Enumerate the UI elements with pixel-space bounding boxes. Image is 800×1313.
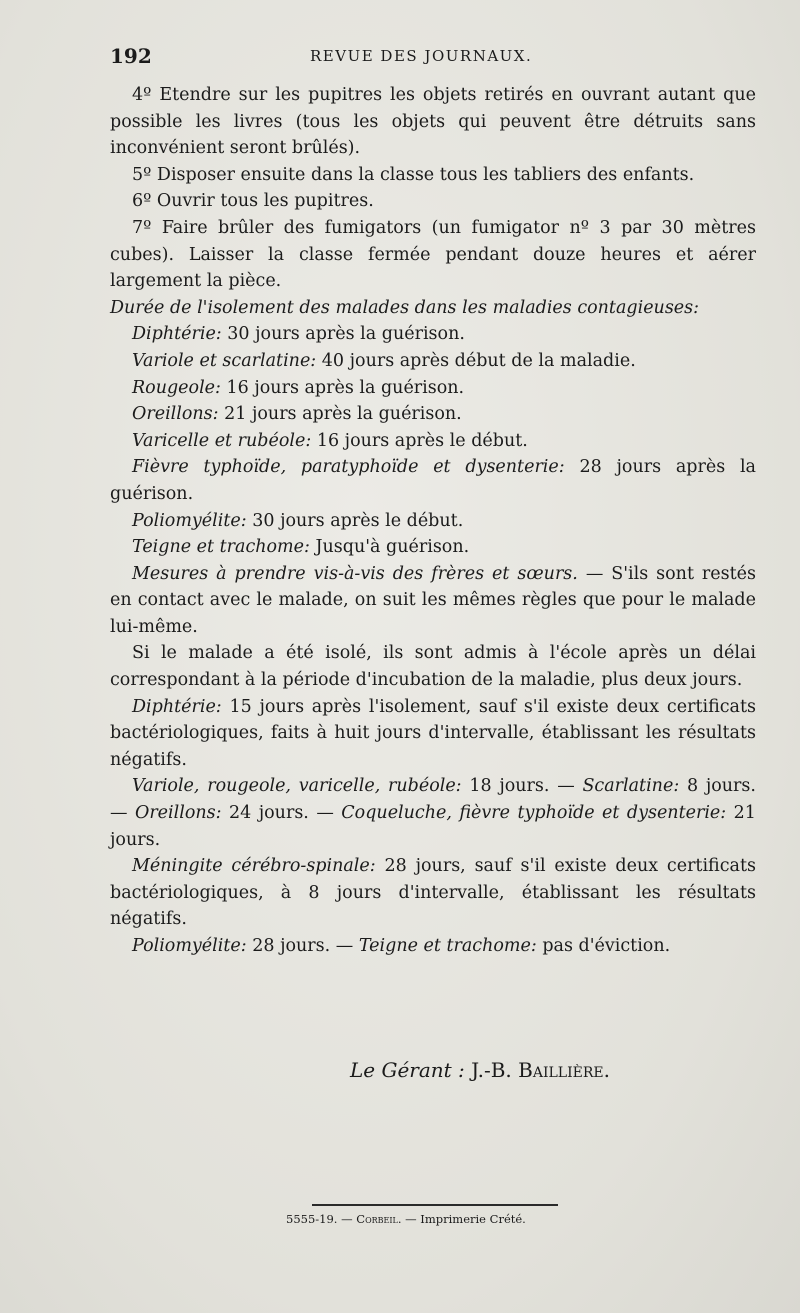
signature-name: J.-B. Baillière. — [471, 1058, 610, 1082]
siblings-heading: Mesures à prendre vis-à-vis des frères et sœurs. — [132, 563, 578, 584]
eviction-text: 24 jours. — — [228, 803, 334, 824]
step-5: 5º Disposer ensuite dans la classe tous les tabliers des enfants. — [132, 164, 695, 185]
disease-name: Diphtérie: — [132, 696, 222, 717]
siblings-isolated: Si le malade a été isolé, ils sont admis à l'école après un délai correspondant à la période d'incubation de la maladie, plus deux jours. — [110, 643, 756, 691]
eviction-text: 28 jours, sauf s'il existe deux certificats bactériologiques, à 8 jours d'intervalle, établissant les résultats négatifs. — [110, 856, 756, 930]
eviction-text: 18 jours. — — [469, 776, 575, 797]
isolation-item — [110, 401, 756, 428]
disease-name: Variole, rougeole, varicelle, rubéole: — [132, 776, 462, 797]
disease-name: Teigne et trachome: — [132, 537, 310, 558]
step-6: 6º Ouvrir tous les pupitres. — [132, 191, 374, 212]
isolation-item — [110, 375, 756, 402]
isolation-rule: 30 jours après le début. — [252, 510, 464, 531]
disease-name: Diphtérie: — [132, 324, 222, 345]
isolation-item — [110, 428, 756, 455]
disease-name: Fièvre typhoïde, paratyphoïde et dysenterie: — [132, 457, 565, 478]
disease-name: Coqueluche, fièvre typhoïde et dysenterie: — [341, 803, 727, 824]
isolation-item — [110, 348, 756, 375]
siblings-paragraph — [110, 561, 756, 641]
page-header — [110, 44, 760, 70]
eviction-text: 28 jours. — — [252, 936, 354, 956]
running-title: REVUE DES JOURNAUX. — [310, 47, 533, 65]
isolation-rule: Jusqu'à guérison. — [315, 537, 470, 558]
disease-name: Scarlatine: — [582, 776, 680, 797]
eviction-text: 21 jours. — [110, 803, 756, 850]
signature — [350, 1058, 770, 1082]
eviction-text: pas d'éviction. — [542, 936, 671, 956]
disease-name: Varicelle et rubéole: — [132, 430, 312, 451]
eviction-diphtheria — [110, 694, 756, 774]
disease-name: Méningite cérébro-spinale: — [132, 856, 376, 877]
article-body — [110, 82, 756, 960]
disease-name: Variole et scarlatine: — [132, 350, 317, 371]
printer-footer — [286, 1212, 646, 1226]
step-4: 4º Etendre sur les pupitres les objets retirés en ouvrant autant que possible les livres (tous les objets qui peuvent être détruits sans inconvénient seront brûlés). — [110, 85, 756, 159]
isolation-heading: Durée de l'isolement des malades dans les maladies contagieuses: — [110, 297, 700, 318]
disease-name: Rougeole: — [132, 377, 221, 398]
disease-name: Oreillons: — [134, 803, 222, 824]
page-number: 192 — [110, 44, 152, 68]
isolation-rule: 16 jours après le début. — [316, 430, 528, 451]
eviction-text: 8 jours. — — [110, 776, 756, 824]
isolation-item — [110, 454, 756, 507]
step-7: 7º Faire brûler des fumigators (un fumigator nº 3 par 30 mètres cubes). Laisser la classe fermée pendant douze heures et aérer largement la pièce. — [110, 217, 756, 292]
disease-name: Oreillons: — [132, 404, 219, 425]
print-code: 5555-19. — — [286, 1212, 353, 1226]
signature-label: Le Gérant : — [350, 1058, 465, 1082]
eviction-group — [110, 773, 756, 853]
isolation-item — [110, 321, 756, 348]
eviction-meningite — [110, 853, 756, 933]
disease-name: Poliomyélite: — [132, 510, 247, 531]
disease-name: Poliomyélite: — [132, 936, 247, 956]
print-city: Corbeil. — [356, 1212, 402, 1226]
siblings-intro: — S'ils sont restés en contact avec le malade, on suit les mêmes règles que pour le malade lui-même. — [110, 563, 757, 637]
isolation-rule: 21 jours après la guérison. — [224, 404, 462, 425]
isolation-item — [110, 534, 756, 561]
isolation-rule: 28 jours après la guérison. — [110, 457, 756, 504]
eviction-text: 15 jours après l'isolement, sauf s'il existe deux certificats bactériologiques, faits à huit jours d'intervalle, établissant les résultats négatifs. — [110, 696, 756, 770]
isolation-rule: 16 jours après la guérison. — [226, 377, 465, 398]
disease-name: Teigne et trachome: — [358, 936, 537, 956]
eviction-polio — [110, 933, 756, 960]
isolation-rule: 40 jours après début de la maladie. — [321, 350, 636, 371]
footer-rule — [312, 1204, 558, 1206]
isolation-item — [110, 508, 756, 535]
printer-name: — Imprimerie Crété. — [405, 1212, 526, 1226]
isolation-rule: 30 jours après la guérison. — [227, 324, 465, 345]
